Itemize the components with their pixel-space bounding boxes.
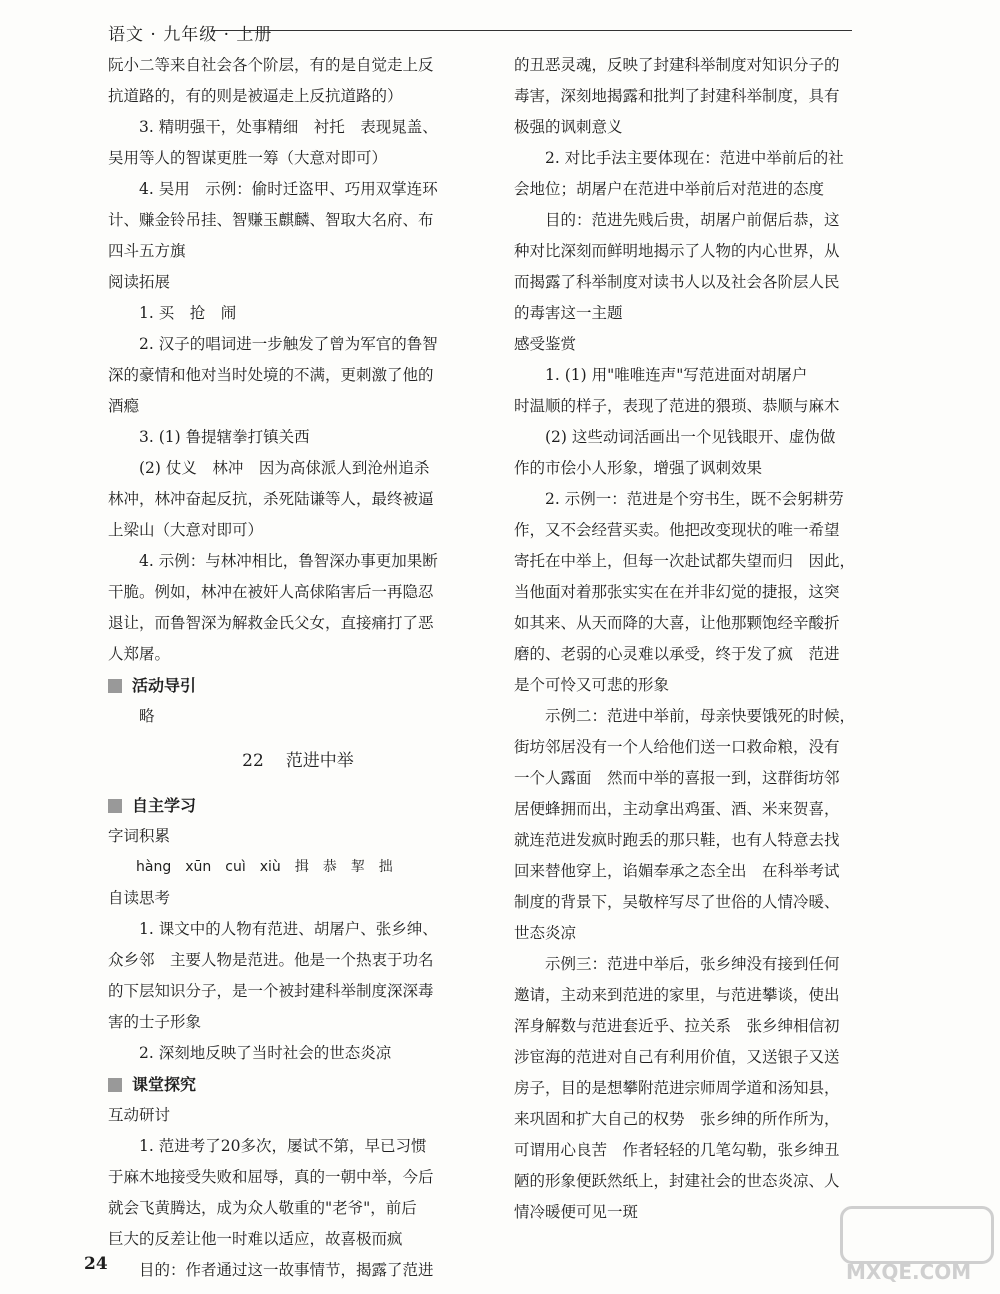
text-line: 邀请，主动来到范进的家里，与范进攀谈，使出 bbox=[514, 986, 840, 1004]
text-line: 居便蜂拥而出，主动拿出鸡蛋、酒、米来贺喜， bbox=[514, 800, 840, 818]
text-line: 陋的形象便跃然纸上，封建社会的世态炎凉、人 bbox=[514, 1172, 840, 1190]
text-line: 1. 买 抢 闹 bbox=[139, 304, 237, 322]
text-line: 于麻木地接受失败和屈辱，真的一朝中举，今后 bbox=[108, 1168, 434, 1186]
text-line: 寄托在中举上，但每一次赴试都失望而归 因此， bbox=[514, 552, 856, 570]
text-line: 1. 范进考了20多次，屡试不第，早已习惯 bbox=[139, 1137, 427, 1155]
text-line: 而揭露了科举制度对读书人以及社会各阶层人民 bbox=[514, 273, 840, 291]
text-line: 1. 课文中的人物有范进、胡屠户、张乡绅、 bbox=[139, 920, 438, 938]
lesson-name: 范进中举 bbox=[285, 750, 354, 771]
text-line: 如其来、从天而降的大喜，让他那颗饱经辛酸折 bbox=[514, 614, 840, 632]
book-title: 语文 · 九年级 · 上册 bbox=[108, 25, 273, 45]
text-line: 回来替他穿上，谄媚奉承之态全出 在科举考试 bbox=[514, 862, 840, 880]
text-line: 就会飞黄腾达，成为众人敬重的"老爷"，前后 bbox=[108, 1199, 417, 1217]
activity-content: 略 bbox=[139, 707, 155, 725]
text-line: 2. 汉子的唱词进一步触发了曾为军官的鲁智 bbox=[139, 335, 438, 353]
text-line: 2. 深刻地反映了当时社会的世态炎凉 bbox=[139, 1044, 392, 1062]
text-line: 毒害，深刻地揭露和批判了封建科举制度，具有 bbox=[514, 87, 840, 105]
lesson-title bbox=[108, 732, 488, 790]
text-line: 感受鉴赏 bbox=[514, 335, 577, 353]
lesson-number: 22 bbox=[242, 750, 264, 771]
text-line: 阅读拓展 bbox=[108, 273, 171, 291]
text-line: 巨大的反差让他一时难以适应，故喜极而疯 bbox=[108, 1230, 403, 1248]
text-line: 会地位；胡屠户在范进中举前后对范进的态度 bbox=[514, 180, 825, 198]
self-study-lines bbox=[108, 914, 488, 1069]
text-line: 当他面对着那张实实在在并非幻觉的捷报，这突 bbox=[514, 583, 840, 601]
watermark-box bbox=[840, 1206, 994, 1264]
text-line: 3. (1) 鲁提辖拳打镇关西 bbox=[139, 428, 310, 446]
text-line: 示例三：范进中举后，张乡绅没有接到任何 bbox=[545, 955, 840, 973]
text-line: 害的士子形象 bbox=[108, 1013, 202, 1031]
text-line: 的毒害这一主题 bbox=[514, 304, 623, 322]
text-line: 林冲，林冲奋起反抗，杀死陆谦等人，最终被逼 bbox=[108, 490, 434, 508]
right-column bbox=[514, 50, 894, 1228]
watermark-logo bbox=[840, 1206, 990, 1286]
header-rule bbox=[212, 30, 852, 31]
section-square-icon bbox=[108, 799, 122, 813]
text-line: 时温顺的样子，表现了范进的猥琐、恭顺与麻木 bbox=[514, 397, 840, 415]
text-line: 涉宦海的范进对自己有利用价值，又送银子又送 bbox=[514, 1048, 840, 1066]
text-line: 房子，目的是想攀附范进宗师周学道和汤知县， bbox=[514, 1079, 840, 1097]
text-line: 来巩固和扩大自己的权势 张乡绅的所作所为， bbox=[514, 1110, 840, 1128]
watermark-url: MXQE.COM bbox=[846, 1260, 972, 1284]
discuss-label: 互动研讨 bbox=[108, 1106, 171, 1124]
text-line: 目的：范进先贱后贵，胡屠户前倨后恭，这 bbox=[545, 211, 840, 229]
text-line: 2. 示例一：范进是个穷书生，既不会躬耕劳 bbox=[545, 490, 844, 508]
class-explore-heading bbox=[108, 1069, 488, 1100]
text-line: 干脆。例如，林冲在被奸人高俅陷害后一再隐忍 bbox=[108, 583, 434, 601]
think-label: 自读思考 bbox=[108, 889, 171, 907]
page-number: 24 bbox=[84, 1254, 108, 1274]
text-line: (2) 这些动词活画出一个见钱眼开、虚伪做 bbox=[545, 428, 836, 446]
class-explore-lines bbox=[108, 1131, 488, 1286]
text-line: 4. 吴用 示例：偷时迁盗甲、巧用双掌连环 bbox=[139, 180, 438, 198]
text-line: 街坊邻居没有一个人给他们送一口救命粮，没有 bbox=[514, 738, 840, 756]
activity-heading bbox=[108, 670, 488, 701]
class-explore-heading-text: 课堂探究 bbox=[132, 1075, 197, 1094]
page-header bbox=[108, 14, 852, 46]
text-line: 4. 示例：与林冲相比，鲁智深办事更加果断 bbox=[139, 552, 438, 570]
section-square-icon bbox=[108, 1078, 122, 1092]
text-line: 一个人露面 然而中举的喜报一到，这群街坊邻 bbox=[514, 769, 840, 787]
text-line: 1. (1) 用"唯唯连声"写范进面对胡屠户 bbox=[545, 366, 808, 384]
text-line: 吴用等人的智谋更胜一筹（大意对即可） bbox=[108, 149, 388, 167]
text-line: 上梁山（大意对即可） bbox=[108, 521, 264, 539]
text-line: 众乡邻 主要人物是范进。他是一个热衷于功名 bbox=[108, 951, 434, 969]
text-line: 的丑恶灵魂，反映了封建科举制度对知识分子的 bbox=[514, 56, 840, 74]
text-line: 磨的、老弱的心灵难以承受，终于发了疯 范进 bbox=[514, 645, 840, 663]
text-line: 3. 精明强干，处事精细 衬托 表现晁盖、 bbox=[139, 118, 438, 136]
left-answer-lines bbox=[108, 50, 488, 670]
text-line: 就连范进发疯时跑丢的那只鞋，也有人特意去找 bbox=[514, 831, 840, 849]
vocab-label: 字词积累 bbox=[108, 827, 171, 845]
text-line: 抗道路的，有的则是被逼走上反抗道路的） bbox=[108, 87, 403, 105]
text-line: 作，又不会经营买卖。他把改变现状的唯一希望 bbox=[514, 521, 840, 539]
text-line: 作的市侩小人形象，增强了讽刺效果 bbox=[514, 459, 763, 477]
text-line: 种对比深刻而鲜明地揭示了人物的内心世界，从 bbox=[514, 242, 840, 260]
text-line: 是个可怜又可悲的形象 bbox=[514, 676, 670, 694]
text-line: 阮小二等来自社会各个阶层，有的是自觉走上反 bbox=[108, 56, 434, 74]
text-line: 情冷暖便可见一斑 bbox=[514, 1203, 639, 1221]
text-line: 世态炎凉 bbox=[514, 924, 577, 942]
text-line: 酒瘾 bbox=[108, 397, 140, 415]
text-line: 计、赚金铃吊挂、智赚玉麒麟、智取大名府、布 bbox=[108, 211, 434, 229]
text-line: 制度的背景下，吴敬梓写尽了世俗的人情冷暖、 bbox=[514, 893, 840, 911]
text-line: 的下层知识分子，是一个被封建科举制度深深毒 bbox=[108, 982, 434, 1000]
self-study-heading-text: 自主学习 bbox=[132, 796, 197, 815]
text-line: 浑身解数与范进套近乎、拉关系 张乡绅相信初 bbox=[514, 1017, 840, 1035]
text-line: 四斗五方旗 bbox=[108, 242, 186, 260]
left-column bbox=[108, 50, 488, 1286]
text-line: 可谓用心良苦 作者轻轻的几笔勾勒，张乡绅丑 bbox=[514, 1141, 840, 1159]
text-line: 退让，而鲁智深为解救金氏父女，直接痛打了恶 bbox=[108, 614, 434, 632]
text-line: 目的：作者通过这一故事情节，揭露了范进 bbox=[139, 1261, 434, 1279]
text-line: 人郑屠。 bbox=[108, 645, 171, 663]
text-line: 深的豪情和他对当时处境的不满，更刺激了他的 bbox=[108, 366, 434, 384]
text-line: (2) 仗义 林冲 因为高俅派人到沧州追杀 bbox=[139, 459, 430, 477]
self-study-heading bbox=[108, 790, 488, 821]
activity-heading-text: 活动导引 bbox=[132, 676, 197, 695]
text-line: 极强的讽刺意义 bbox=[514, 118, 623, 136]
right-answer-lines bbox=[514, 50, 894, 1228]
text-line: 示例二：范进中举前，母亲快要饿死的时候， bbox=[545, 707, 856, 725]
pinyin-line: hàng xūn cuì xiù 揖 恭 挈 拙 bbox=[136, 859, 393, 875]
section-square-icon bbox=[108, 679, 122, 693]
text-line: 2. 对比手法主要体现在：范进中举前后的社 bbox=[545, 149, 844, 167]
